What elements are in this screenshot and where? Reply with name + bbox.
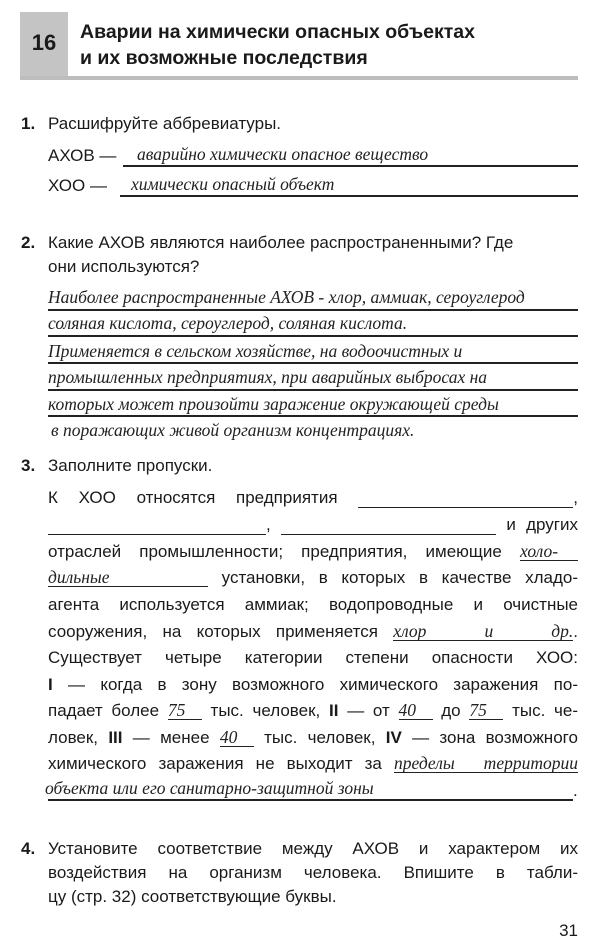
answer-line[interactable]: Наиболее распространенные АХОВ - хлор, аммиак, сероуглерод — [48, 287, 525, 307]
fill-line — [48, 675, 578, 695]
answer-line[interactable]: соляная кислота, сероуглерод, соляная кислота. — [48, 313, 408, 333]
text: , — [266, 515, 271, 534]
text: — от — [347, 701, 390, 720]
abbr-term: АХОВ — — [48, 146, 117, 165]
text: химического заражения не выходит за — [48, 754, 382, 773]
text: , — [573, 488, 578, 507]
text: отраслей промышленности; предприятия, имеющие — [48, 542, 502, 561]
text: тыс. человек, — [264, 728, 376, 747]
fill-line — [48, 728, 578, 748]
answer-underline — [48, 389, 578, 391]
task3-prompt: Заполните пропуски. — [48, 456, 213, 475]
text: сооружения, на которых применяется — [48, 622, 378, 641]
fill-line — [48, 542, 578, 562]
text: . — [573, 781, 578, 800]
fill-line — [48, 754, 578, 774]
fill-line: Существует четыре категории степени опасности ХОО: — [48, 648, 578, 667]
task2-prompt-line2: они используются? — [48, 257, 200, 276]
blank-field[interactable]: объекта или его санитарно-защитной зоны — [45, 778, 374, 798]
blank-field[interactable]: 75 — [168, 701, 202, 720]
fill-line — [48, 701, 578, 721]
text: — когда в зону возможного химического заражения по- — [68, 675, 578, 694]
blank-field[interactable] — [281, 516, 496, 535]
answer-underline — [48, 309, 578, 311]
category-label: I — [48, 675, 53, 694]
blank-field[interactable] — [48, 516, 266, 535]
text: установки, в которых в качестве хладо- — [221, 568, 578, 587]
abbr-answer-field[interactable]: химически опасный объект — [131, 174, 335, 194]
blank-field[interactable]: 75 — [469, 701, 503, 720]
task4-line1: Установите соответствие между АХОВ и характером их — [48, 839, 578, 858]
title-divider — [20, 76, 578, 80]
fill-line — [48, 622, 578, 642]
answer-line[interactable]: промышленных предприятиях, при аварийных выбросах на — [48, 367, 488, 387]
text: тыс. человек, — [210, 701, 321, 720]
abbr-answer-field[interactable]: аварийно химически опасное вещество — [137, 144, 429, 164]
task4-line2: воздействия на организм человека. Впишите в табли- — [48, 863, 578, 882]
text: тыс. че- — [512, 701, 579, 720]
text: ловек, — [48, 728, 99, 747]
fill-line — [48, 515, 578, 535]
blank-field[interactable]: пределы территории — [393, 753, 578, 773]
task4-number: 4. — [21, 839, 36, 858]
task1-number: 1. — [21, 114, 36, 133]
task3-number: 3. — [21, 456, 36, 475]
text: падает более — [48, 701, 160, 720]
task2-prompt-line1: Какие АХОВ являются наиболее распространенными? Где — [48, 233, 514, 252]
answer-underline — [48, 335, 578, 337]
task2-number: 2. — [21, 233, 36, 252]
text: и других — [506, 515, 578, 534]
answer-line[interactable]: в поражающих живой организм концентрациях. — [51, 420, 415, 440]
blank-field[interactable]: хлор и др. — [393, 621, 574, 641]
answer-line[interactable]: которых может произойти заражение окружающей среды — [48, 394, 499, 414]
category-label: IV — [385, 728, 402, 747]
text: — менее — [132, 728, 210, 747]
page-number: 31 — [559, 921, 578, 940]
page-title-line2: и их возможные последствия — [80, 47, 368, 69]
answer-underline — [48, 799, 573, 801]
answer-underline — [123, 165, 578, 167]
text: до — [441, 701, 461, 720]
answer-line[interactable]: Применяется в сельском хозяйстве, на водоочистных и — [48, 341, 463, 361]
blank-field[interactable]: дильные — [48, 568, 208, 587]
category-label: III — [108, 728, 123, 747]
blank-field[interactable]: холо- — [520, 542, 578, 561]
blank-field[interactable] — [358, 489, 573, 508]
blank-field[interactable]: 40 — [399, 701, 433, 720]
task4-line3: цу (стр. 32) соответствующие буквы. — [48, 887, 337, 906]
text: — зона возможного — [412, 728, 578, 747]
text: К ХОО относятся предприятия — [48, 488, 338, 507]
text: . — [573, 622, 578, 641]
task1-prompt: Расшифруйте аббревиатуры. — [48, 114, 282, 133]
fill-line: агента используется аммиак; водопроводные и очистные — [48, 595, 578, 614]
blank-field[interactable]: 40 — [220, 728, 254, 747]
answer-underline — [120, 195, 578, 197]
page-title-line1: Аварии на химически опасных объектах — [80, 21, 475, 43]
abbr-term: ХОО — — [48, 176, 107, 195]
fill-line — [48, 568, 578, 588]
category-label: II — [329, 701, 339, 720]
answer-underline — [48, 362, 578, 364]
lesson-number: 16 — [31, 30, 57, 55]
fill-line — [48, 488, 578, 508]
answer-underline — [48, 415, 578, 417]
